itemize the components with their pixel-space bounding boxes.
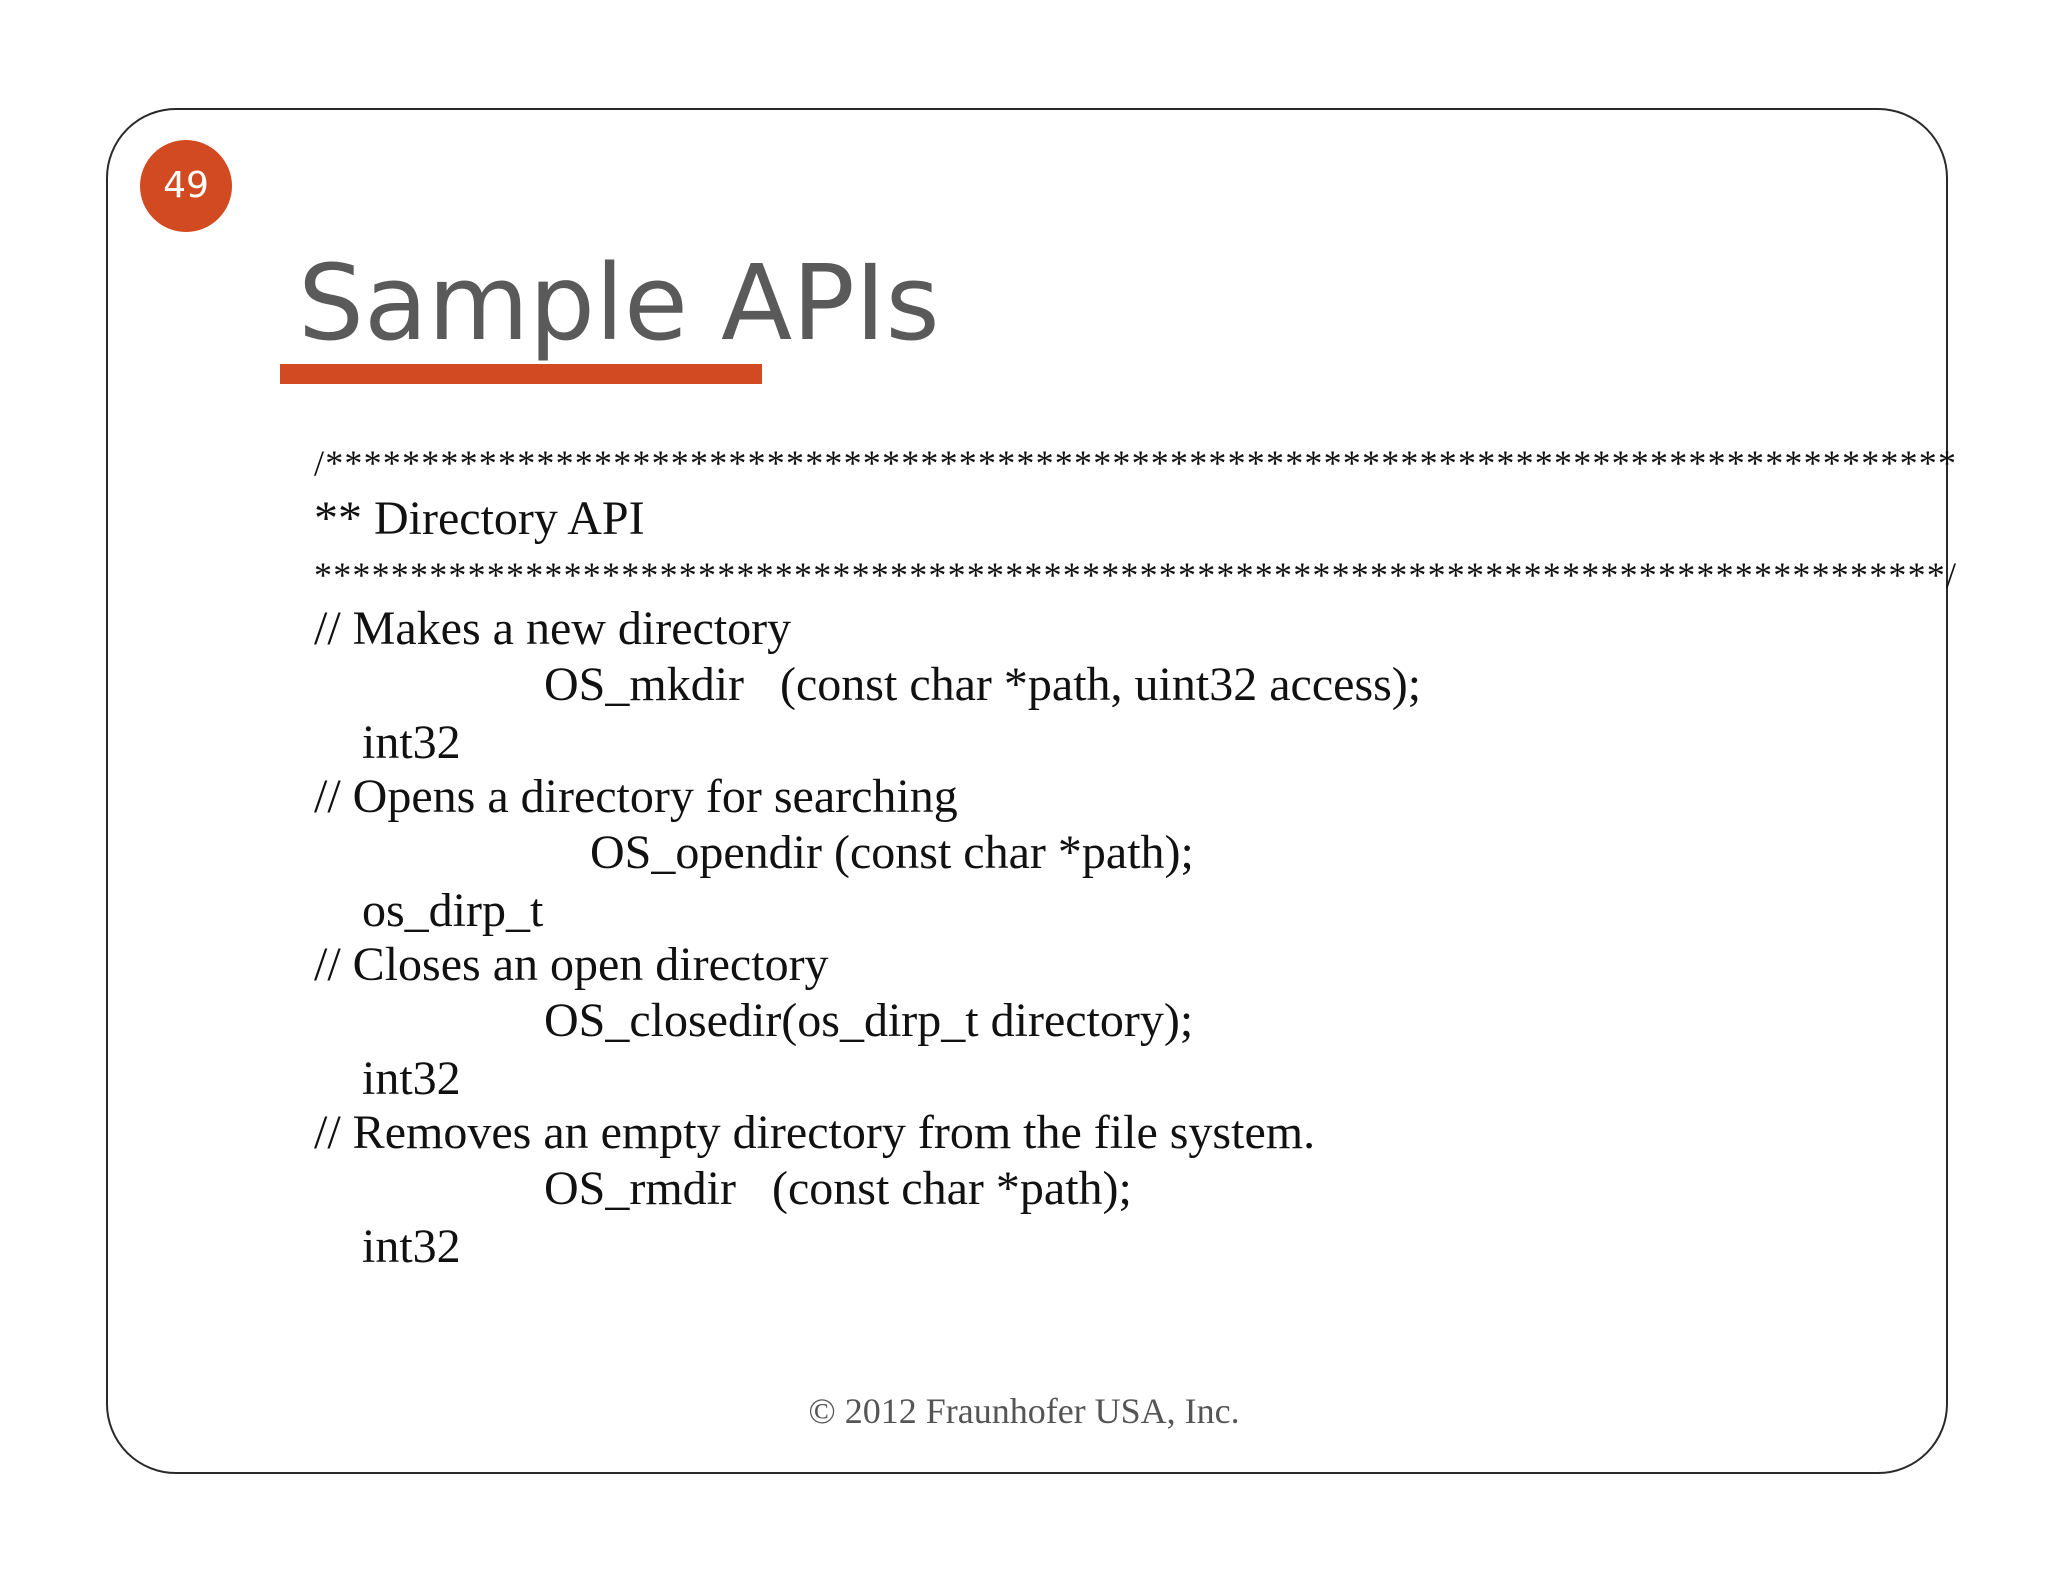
slide-title: Sample APIs <box>298 242 940 364</box>
opendir-return-type: os_dirp_t <box>362 884 544 937</box>
slide-number-badge: 49 <box>140 140 232 232</box>
mkdir-signature: OS_mkdir (const char *path, uint32 access); <box>544 658 1422 711</box>
banner-top-line: /************************************************************************************* <box>314 443 1958 483</box>
closedir-comment: // Closes an open directory <box>314 938 829 991</box>
closedir-signature: OS_closedir(os_dirp_t directory); <box>544 994 1194 1047</box>
opendir-comment: // Opens a directory for searching <box>314 770 958 823</box>
code-block <box>314 434 1958 1314</box>
opendir-declaration <box>314 824 1874 937</box>
mkdir-comment: // Makes a new directory <box>314 602 792 655</box>
rmdir-comment: // Removes an empty directory from the file system. <box>314 1106 1316 1159</box>
closedir-declaration <box>314 992 1874 1105</box>
rmdir-return-type: int32 <box>362 1220 461 1273</box>
banner-label-line: ** Directory API <box>314 492 645 545</box>
title-underline <box>280 364 762 384</box>
rmdir-declaration <box>314 1160 1874 1273</box>
banner-bottom-line: *************************************************************************************/ <box>314 555 1958 595</box>
opendir-signature: OS_opendir (const char *path); <box>590 826 1194 879</box>
mkdir-declaration <box>314 656 1874 769</box>
rmdir-signature: OS_rmdir (const char *path); <box>544 1162 1132 1215</box>
copyright-footer: © 2012 Fraunhofer USA, Inc. <box>808 1391 1240 1431</box>
closedir-return-type: int32 <box>362 1052 461 1105</box>
mkdir-return-type: int32 <box>362 716 461 769</box>
